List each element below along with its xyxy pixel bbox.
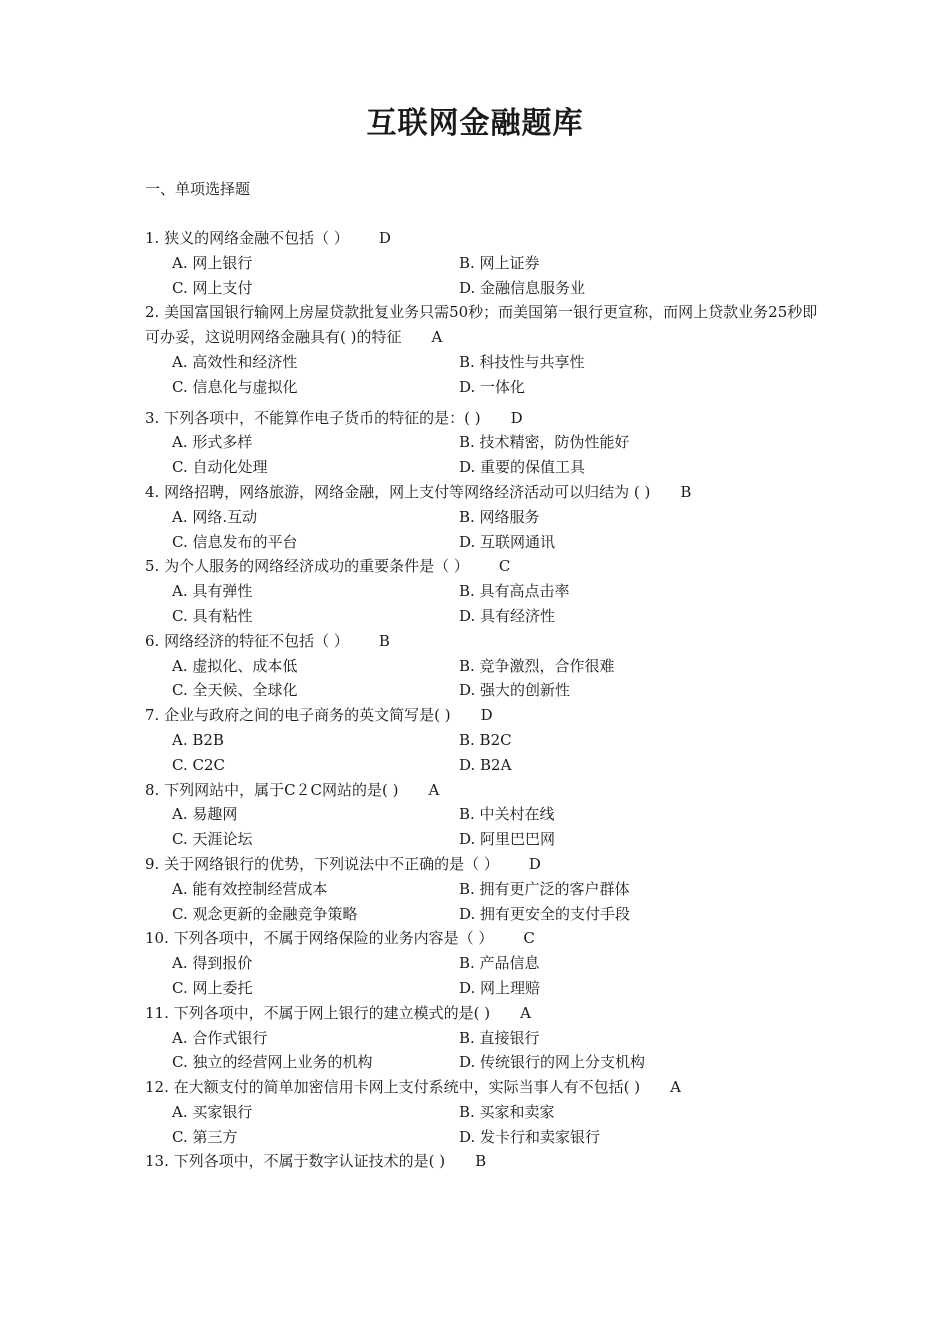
option-grid — [145, 505, 825, 555]
answer-option: B. 网上证券 — [459, 253, 540, 272]
question-text: 8. 下列网站中，属于C２C网站的是( ) — [145, 780, 399, 799]
option-grid — [145, 802, 825, 852]
answer-option: D. 具有经济性 — [459, 606, 556, 625]
answer-key: D — [480, 706, 493, 725]
question-stem — [145, 629, 825, 654]
answer-key: C — [523, 929, 535, 948]
question-stem — [145, 1001, 825, 1026]
document-title: 互联网金融题库 — [366, 106, 584, 141]
question-item — [145, 852, 825, 926]
answer-option: D. 金融信息服务业 — [459, 278, 586, 297]
option-grid — [145, 579, 825, 629]
question-stem — [145, 554, 825, 579]
answer-option: C. 信息化与虚拟化 — [172, 377, 298, 396]
question-item — [145, 406, 825, 480]
answer-option: D. 一体化 — [459, 377, 526, 396]
answer-option: D. 重要的保值工具 — [459, 458, 586, 477]
option-grid — [145, 251, 825, 301]
option-grid — [145, 350, 825, 400]
answer-option: A. 网络.互动 — [172, 507, 258, 526]
answer-option: A. 高效性和经济性 — [172, 352, 298, 371]
question-stem — [145, 703, 825, 728]
answer-option: A. B2B — [172, 730, 224, 749]
question-text: 10. 下列各项中，不属于网络保险的业务内容是（ ） — [145, 929, 494, 948]
answer-option: C. 独立的经营网上业务的机构 — [172, 1053, 373, 1072]
question-stem — [145, 778, 825, 803]
question-stem — [145, 406, 825, 431]
section-heading: 一、单项选择题 — [145, 180, 251, 198]
answer-option: B. 买家和卖家 — [459, 1102, 555, 1121]
question-stem — [145, 226, 825, 251]
answer-option: B. 拥有更广泛的客户群体 — [459, 879, 630, 898]
answer-option: C. 信息发布的平台 — [172, 532, 298, 551]
answer-option: C. 观念更新的金融竞争策略 — [172, 904, 358, 923]
answer-key: D — [510, 408, 523, 427]
answer-option: A. 虚拟化、成本低 — [172, 656, 298, 675]
question-item — [145, 480, 825, 554]
option-grid — [145, 951, 825, 1001]
question-item — [145, 226, 825, 300]
answer-option: A. 具有弹性 — [172, 582, 253, 601]
question-item — [145, 1075, 825, 1149]
question-text: 11. 下列各项中，不属于网上银行的建立模式的是( ) — [145, 1003, 491, 1022]
question-text: 2. 美国富国银行输网上房屋贷款批复业务只需50秒；而美国第一银行更宣称，而网上贷款业务25秒即可办妥，这说明网络金融具有( )的特征 — [145, 303, 818, 347]
question-text: 7. 企业与政府之间的电子商务的英文简写是( ) — [145, 706, 451, 725]
question-text: 4. 网络招聘，网络旅游，网络金融，网上支付等网络经济活动可以归结为 ( ) — [145, 482, 651, 501]
question-item — [145, 554, 825, 628]
question-text: 5. 为个人服务的网络经济成功的重要条件是（ ） — [145, 557, 469, 576]
answer-key: C — [498, 557, 511, 576]
answer-option: D. 发卡行和卖家银行 — [459, 1127, 601, 1146]
answer-option: D. 阿里巴巴网 — [459, 830, 556, 849]
answer-option: A. 买家银行 — [172, 1102, 253, 1121]
answer-option: A. 网上银行 — [172, 253, 253, 272]
question-item — [145, 926, 825, 1000]
answer-option: B. 具有高点击率 — [459, 582, 570, 601]
answer-option: D. B2A — [459, 755, 512, 774]
answer-option: D. 强大的创新性 — [459, 681, 571, 700]
option-grid — [145, 1026, 825, 1076]
answer-option: B. 技术精密，防伪性能好 — [459, 433, 630, 452]
answer-option: C. C2C — [172, 755, 225, 774]
question-stem — [145, 852, 825, 877]
option-grid — [145, 728, 825, 778]
answer-option: B. B2C — [459, 730, 512, 749]
answer-option: C. 天涯论坛 — [172, 830, 253, 849]
answer-option: C. 具有粘性 — [172, 606, 253, 625]
question-stem — [145, 1075, 825, 1100]
answer-option: B. 科技性与共享性 — [459, 352, 585, 371]
option-grid — [145, 877, 825, 927]
answer-option: D. 网上理赔 — [459, 978, 541, 997]
question-text: 6. 网络经济的特征不包括（ ） — [145, 631, 349, 650]
answer-option: B. 直接银行 — [459, 1028, 540, 1047]
option-grid — [145, 430, 825, 480]
question-list — [145, 226, 825, 1174]
question-stem — [145, 300, 825, 350]
answer-option: B. 产品信息 — [459, 954, 540, 973]
answer-key: D — [378, 229, 391, 247]
question-item — [145, 1149, 825, 1174]
question-stem — [145, 1149, 825, 1174]
option-grid — [145, 654, 825, 704]
answer-key: B — [378, 631, 390, 650]
answer-option: B. 中关村在线 — [459, 805, 555, 824]
answer-key: B — [475, 1152, 487, 1171]
question-text: 12. 在大额支付的简单加密信用卡网上支付系统中，实际当事人有不包括( ) — [145, 1078, 641, 1097]
answer-option: D. 互联网通讯 — [459, 532, 556, 551]
question-item — [145, 300, 825, 399]
answer-option: C. 第三方 — [172, 1127, 238, 1146]
answer-key: A — [428, 780, 440, 799]
answer-key: D — [528, 854, 541, 873]
question-stem — [145, 480, 825, 505]
question-item — [145, 629, 825, 703]
answer-option: A. 合作式银行 — [172, 1028, 268, 1047]
answer-option: B. 网络服务 — [459, 507, 540, 526]
answer-option: C. 网上支付 — [172, 278, 253, 297]
answer-option: A. 形式多样 — [172, 433, 253, 452]
answer-key: A — [670, 1078, 681, 1097]
answer-option: B. 竞争激烈，合作很难 — [459, 656, 615, 675]
answer-option: A. 易趣网 — [172, 805, 238, 824]
answer-key: A — [520, 1003, 531, 1022]
question-item — [145, 1001, 825, 1075]
question-item — [145, 703, 825, 777]
answer-option: D. 传统银行的网上分支机构 — [459, 1053, 646, 1072]
question-text: 1. 狭义的网络金融不包括（ ） — [145, 229, 349, 247]
question-text: 13. 下列各项中，不属于数字认证技术的是( ) — [145, 1152, 446, 1171]
answer-option: D. 拥有更安全的支付手段 — [459, 904, 631, 923]
answer-option: C. 网上委托 — [172, 978, 253, 997]
option-grid — [145, 1100, 825, 1150]
answer-key: B — [680, 482, 692, 501]
answer-option: A. 得到报价 — [172, 954, 253, 973]
answer-option: A. 能有效控制经营成本 — [172, 879, 328, 898]
answer-key: A — [431, 328, 443, 347]
answer-option: C. 自动化处理 — [172, 458, 268, 477]
question-text: 3. 下列各项中，不能算作电子货币的特征的是：( ) — [145, 408, 481, 427]
answer-option: C. 全天候、全球化 — [172, 681, 298, 700]
question-text: 9. 关于网络银行的优势，下列说法中不正确的是（ ） — [145, 854, 499, 873]
question-stem — [145, 926, 825, 951]
question-item — [145, 778, 825, 852]
